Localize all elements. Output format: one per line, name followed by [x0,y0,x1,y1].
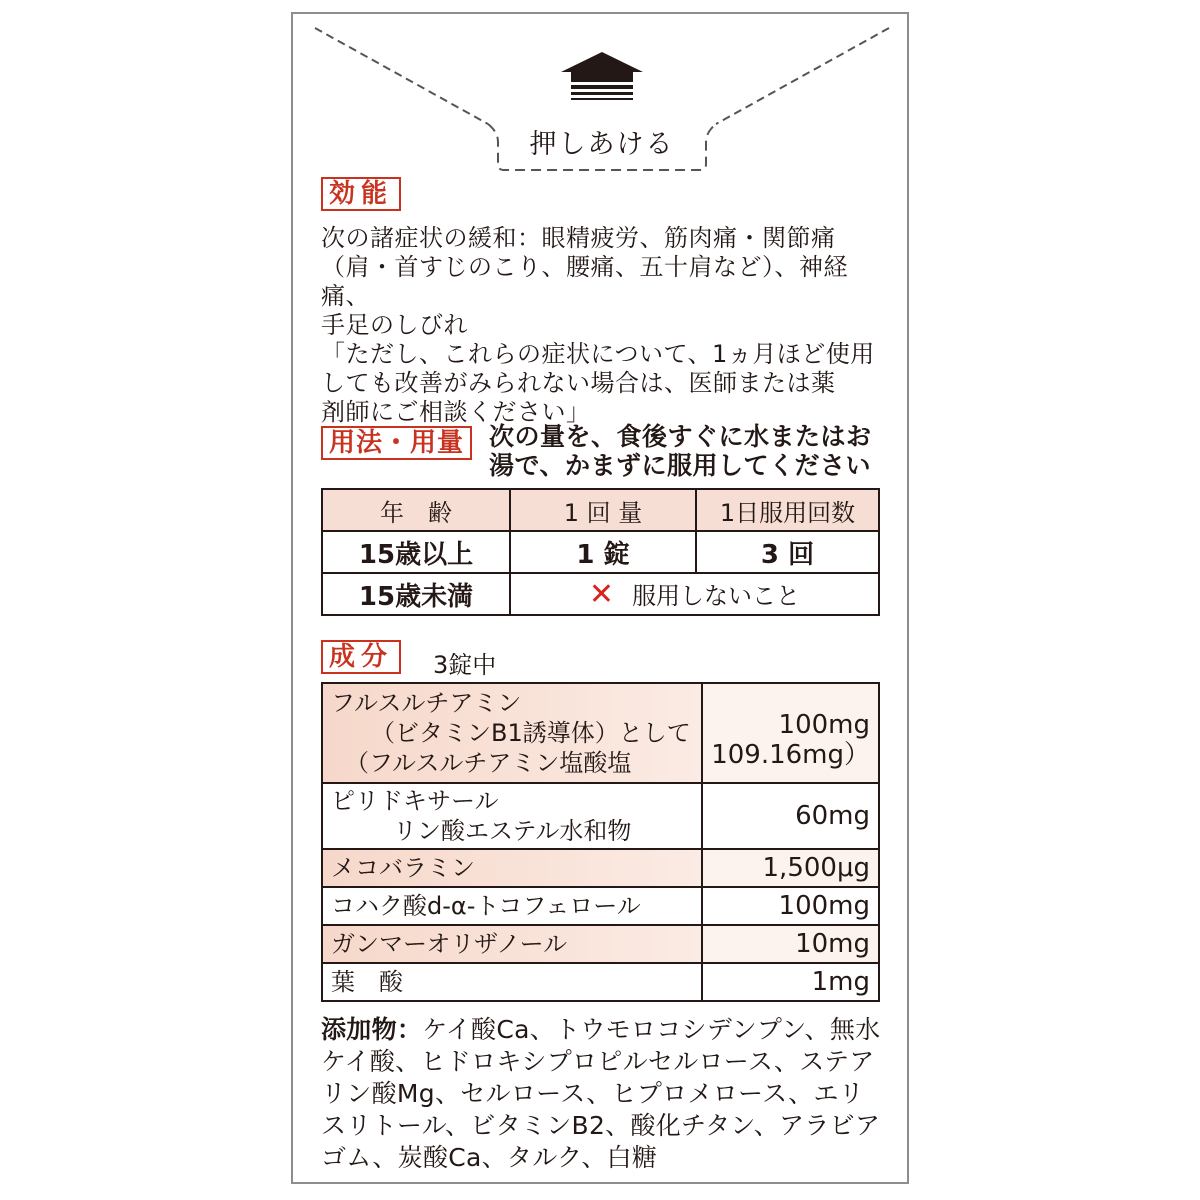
push-open-label: 押しあける [529,129,675,160]
ingredient-name: ピリドキサール リン酸エステル水和物 [322,783,702,849]
ingredient-amount: 60mg [702,783,879,849]
dosage-badge: 用法・用量 [321,426,472,460]
push-arrow-icon [561,52,643,100]
push-open-flap[interactable] [293,14,911,194]
package-panel [291,12,909,1184]
age-over15: 15歳以上 [322,531,510,573]
header-dose: 1 回 量 [510,489,696,531]
ingredients-badge: 成分 [321,640,401,674]
ingredient-row [322,887,879,925]
do-not-take-cell [510,573,879,615]
additives-list: ケイ酸Ca、トウモロコシデンプン、無水ケイ酸、ヒドロキシプロピルセルロース、ステアリン酸Mg、セルロース、ヒプロメロース、エリスリトール、ビタミンB2、酸化チタン、アラビアゴム、炭酸Ca、タルク、白糖 [321,1015,881,1172]
efficacy-text: 次の諸症状の緩和：眼精疲労、筋肉痛・関節痛 （肩・首すじのこり、腰痛、五十肩など）、神経痛、 手足のしびれ 「ただし、これらの症状について、1ヵ月ほど使用 しても改善がみられない場合は、医師または薬 剤師にご相談ください」 [321,224,875,426]
additives-label: 添加物： [321,1015,423,1044]
cross-icon: ✕ [588,577,615,612]
header-times: 1日服用回数 [696,489,879,531]
ingredient-row [322,683,879,783]
ingredient-amount: 10mg [702,925,879,963]
ingredient-name: ガンマーオリザノール [322,925,702,963]
ingredient-name: コハク酸d-α-トコフェロール [322,887,702,925]
dosage-row [322,573,879,615]
ingredient-name: メコバラミン [322,849,702,887]
ingredient-amount: 100mg 109.16mg） [702,683,879,783]
dosage-header-row [322,489,879,531]
ingredient-row [322,849,879,887]
ingredients-section [321,640,401,674]
ingredient-name: フルスルチアミン （ビタミンB1誘導体）として （フルスルチアミン塩酸塩 [322,683,702,783]
dosage-lead: 次の量を、食後すぐに水またはお 湯で、かまずに服用してください [489,422,872,480]
additives-text [321,1014,886,1174]
dosage-row [322,531,879,573]
ingredient-row [322,963,879,1001]
efficacy-badge: 効能 [321,177,401,211]
ingredient-amount: 1,500μg [702,849,879,887]
dose-value: 1 錠 [510,531,696,573]
dosage-section [321,426,472,460]
times-value: 3 回 [696,531,879,573]
ingredients-note: 3錠中 [433,651,497,679]
dosage-table [321,488,880,616]
header-age: 年 齢 [322,489,510,531]
efficacy-section [321,177,401,211]
ingredient-row [322,783,879,849]
do-not-take-text: 服用しないこと [632,582,801,610]
ingredients-table [321,682,880,1002]
ingredient-amount: 100mg [702,887,879,925]
ingredient-name: 葉 酸 [322,963,702,1001]
ingredient-row [322,925,879,963]
ingredient-amount: 1mg [702,963,879,1001]
age-under15: 15歳未満 [322,573,510,615]
